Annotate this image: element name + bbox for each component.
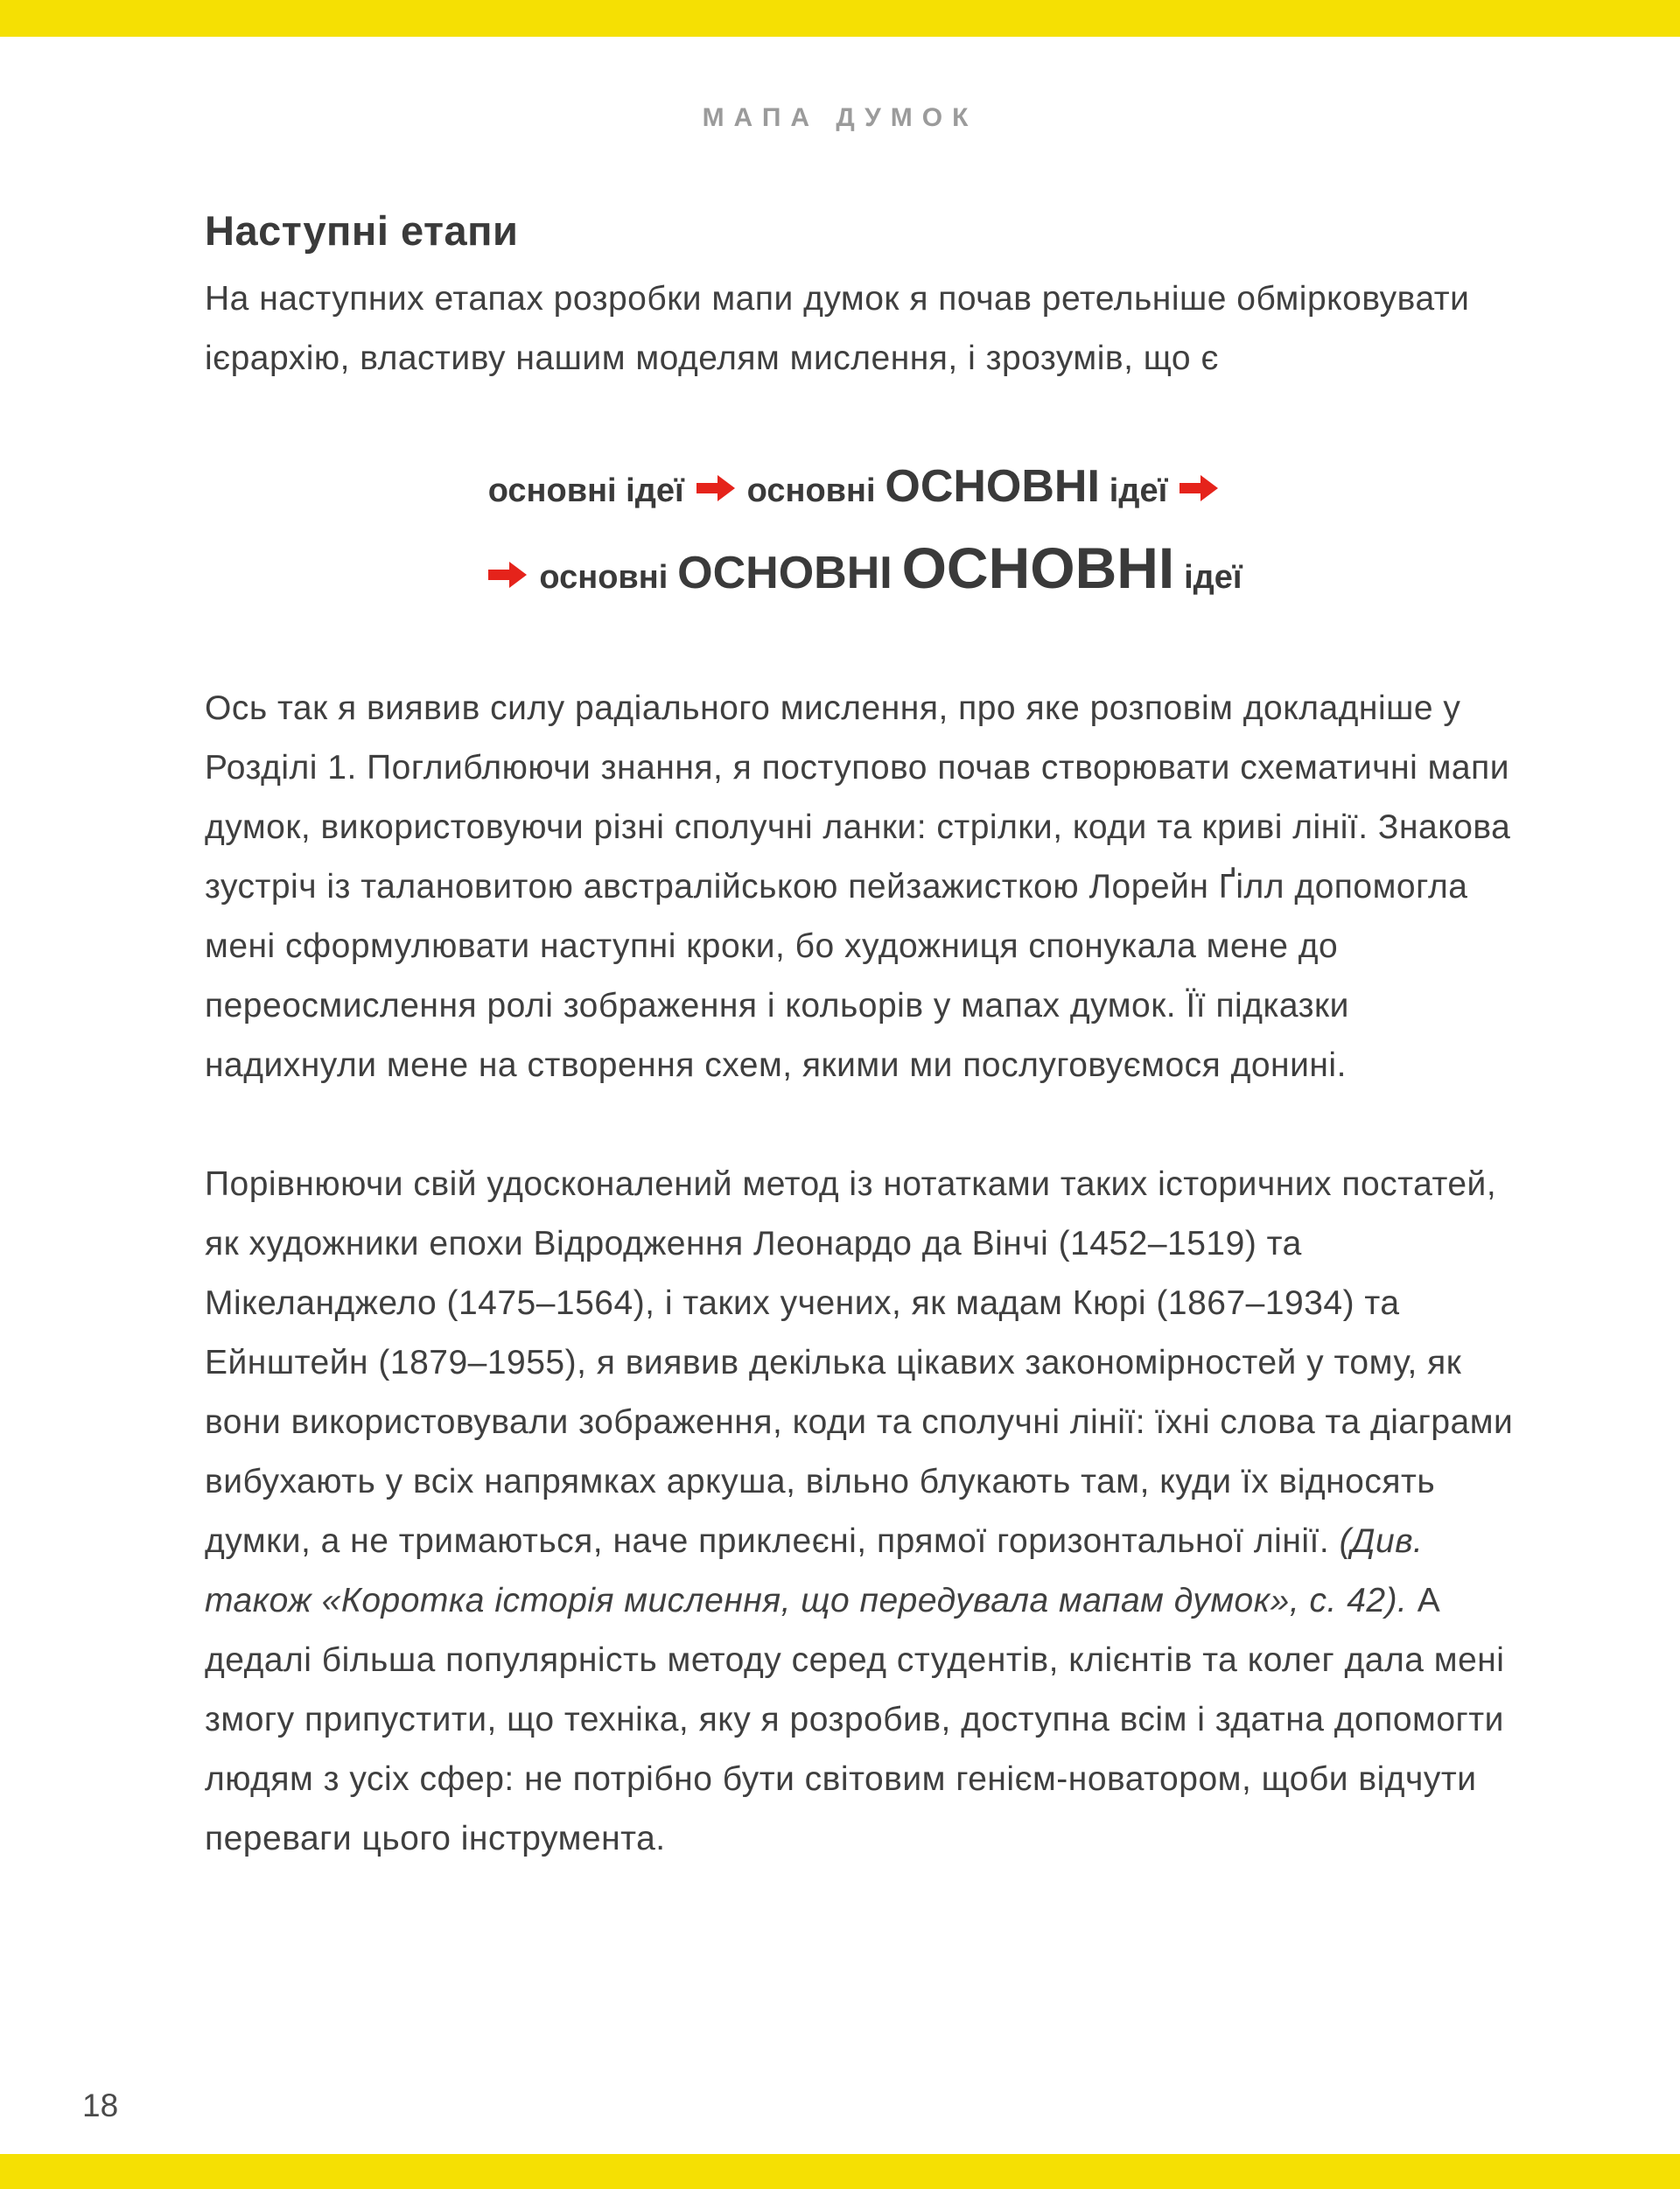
formula-word: ОСНОВНІ [885, 461, 1100, 512]
paragraph-comparison-continuation: А дедалі більша популярність методу серед студентів, клієнтів та колег дала мені змогу припустити, що техніка, яку я розробив, доступна всім і здатна допомогти людям з усіх сфер: не потрібно бути світовим генієм-новатором, щоби відчути переваги цього інструмента. [205, 1582, 1505, 1857]
paragraph-comparison-text: Порівнюючи свій удосконалений метод із нотатками таких історичних постатей, як художники епохи Відродження Леонардо да Вінчі (1452–1519) та Мікеланджело (1475–1564), і таких учених, як мадам Кюрі (1867–1934) та Ейнштейн (1879–1955), я виявив декілька цікавих закономірностей у тому, як вони використовували зображення, коди та сполучні лінії: їхні слова та діаграми вибухають у всіх напрямках аркуша, вільно блукають там, куди їх відносять думки, а не тримаються, наче приклеєні, прямої горизонтальної лінії. [205, 1165, 1514, 1560]
article-body [205, 206, 1514, 1869]
formula-line-1 [205, 461, 1514, 512]
section-heading: Наступні етапи [205, 207, 519, 254]
arrow-right-icon [696, 474, 735, 502]
formula-word: основні [746, 472, 876, 509]
formula-word: основні ідеї [487, 472, 684, 509]
running-head: МАПА ДУМОК [702, 103, 978, 132]
formula-word: ідеї [1109, 472, 1168, 509]
paragraph-comparison [205, 1155, 1514, 1869]
page-number: 18 [82, 2088, 119, 2123]
formula-word: ідеї [1184, 559, 1242, 596]
top-accent-bar [0, 0, 1680, 37]
arrow-right-icon [488, 561, 527, 589]
formula-word: ОСНОВНІ [677, 548, 892, 598]
paragraph-radial-thinking: Ось так я виявив силу радіального мислення, про яке розповім докладніше у Розділі 1. Поглиблюючи знання, я поступово почав створювати схематичні мапи думок, використовуючи різні сполучні ланки: стрілки, коди та криві лінії. Знакова зустріч із талановитою австралійською пейзажисткою Лорейн Ґілл допомогла мені сформулювати наступні кроки, бо художниця спонукала мене до переосмислення ролі зображення і кольорів у мапах думок. Її підказки надихнули мене на створення схем, якими ми послуговуємося донині. [205, 689, 1511, 1084]
arrow-right-icon [1180, 474, 1218, 502]
idea-formula [205, 461, 1514, 600]
formula-word: ОСНОВНІ [901, 535, 1175, 600]
formula-word: основні [539, 559, 668, 596]
formula-line-2 [205, 535, 1514, 600]
paragraph-comparison-reference: (Див. також «Коротка історія мислення, що передувала мапам думок», с. 42). [205, 1522, 1424, 1619]
bottom-accent-bar [0, 2154, 1680, 2189]
paragraph-intro: На наступних етапах розробки мапи думок я почав ретельніше обмірковувати ієрархію, властиву нашим моделям мислення, і зрозумів, що є [205, 280, 1470, 377]
